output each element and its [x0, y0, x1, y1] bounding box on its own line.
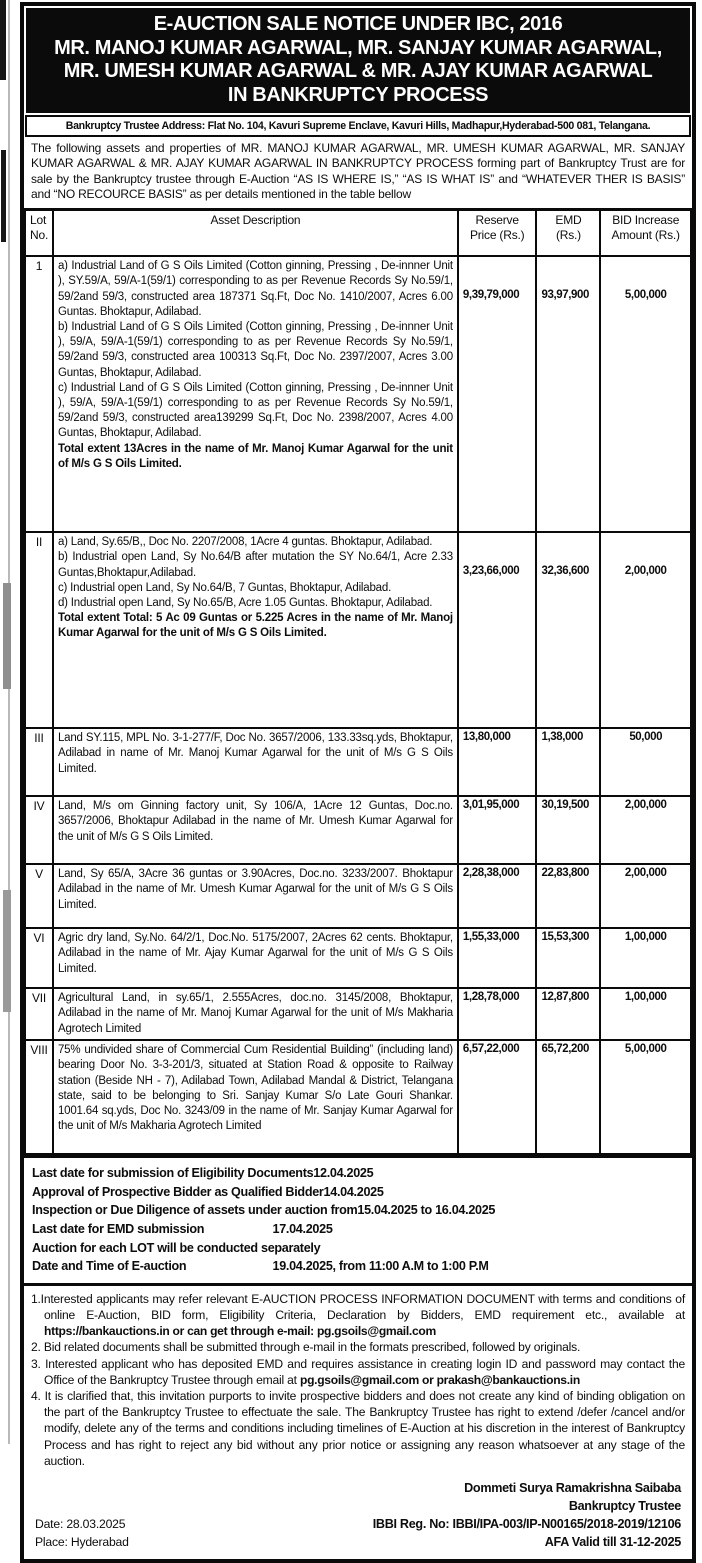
asset-description: 75% undivided share of Commercial Cum Residential Building” (including land) bearing Door No. 3-3-201/3, situated at Station Road & opposite to Railway station (Beside NH - 7), Adilabad Town, Adilabad Mandal & District, Telangana state, said to be belonging to Sri. Sanjay Kumar S/o Late Gouri Shankar. 1001.64 sq.yds, Doc No. 3243/09 in the name of Mr. Sanjay Kumar Agarwal for the unit of M/s Makharia Agrotech Limited	[53, 1040, 458, 1154]
table-row	[25, 928, 691, 988]
asset-item: c) Industrial Land of G S Oils Limited (Cotton ginning, Pressing , De-innner Unit ), 59/A, 59/A-1(59/1) corresponding to as per Revenue Records Sy No.59/1, 59/2and 59/3, constructed area139299 Sq.Ft, Doc No. 2398/2007, Acres 4.00 Guntas, Bhoktapur, Adilabad.	[57, 381, 453, 440]
lot-number: IV	[25, 796, 53, 864]
scan-artifact-black-mid	[1, 150, 6, 242]
scan-artifact-gray-1	[3, 583, 11, 689]
emd-amount: 32,36,600	[536, 532, 600, 728]
reserve-price: 1,28,78,000	[458, 988, 537, 1040]
col-header-bid: BID Increase Amount (Rs.)	[600, 210, 691, 257]
reserve-price: 6,57,22,000	[458, 1040, 537, 1154]
lot-number: VIII	[25, 1040, 53, 1154]
schedule-date: 15.04.2025 to 16.04.2025	[357, 1203, 496, 1218]
emd-amount: 30,19,500	[536, 796, 600, 864]
emd-amount: 15,53,300	[536, 928, 600, 988]
term-item-4: 4. It is clarified that, this invitation purports to invite prospective bidders and does not create any kind of binding obligation on the part of the Bankruptcy Trustee to effectuate the sale. The Bankruptcy Trustee has right to extend /defer /cancel and/or modify, delete any of the terms and conditions including timelines of E-Auction at his discretion in the interest of Bankruptcy Process and has right to reject any bid without any prior notice or assigning any reason whatsoever at any stage of the auction.	[31, 1388, 685, 1468]
schedule-label: Last date for EMD submission	[32, 1221, 205, 1236]
schedule-row	[32, 1239, 682, 1258]
afa-validity: AFA Valid till 31-12-2025	[544, 1534, 681, 1549]
emd-amount: 22,83,800	[536, 864, 600, 928]
asset-total: Total extent 13Acres in the name of Mr. Manoj Kumar Agarwal for the unit of M/s G S Oils Limited.	[57, 442, 453, 470]
notice-title-box	[26, 8, 690, 113]
bid-increase: 2,00,000	[600, 532, 691, 728]
notice-title-line: E-AUCTION SALE NOTICE UNDER IBC, 2016	[153, 13, 563, 35]
asset-description: Land, M/s om Ginning factory unit, Sy 106/A, 1Acre 12 Guntas, Doc.no. 3657/2006, Bhoktapur Adilabad in the name of Mr. Umesh Kumar Agarwal for the unit of M/s G S Oils Limited.	[53, 796, 458, 864]
table-row	[25, 796, 691, 864]
col-header-reserve: Reserve Price (Rs.)	[458, 210, 537, 257]
emd-amount: 12,87,800	[536, 988, 600, 1040]
term-contact-bold: https://bankauctions.in or can get through e-mail: pg.gsoils@gmail.com	[44, 1324, 436, 1339]
notice-title-line: MR. UMESH KUMAR AGARWAL & MR. AJAY KUMAR AGARWAL	[63, 60, 653, 82]
schedule-label: Auction for each LOT will be conducted separately	[32, 1240, 321, 1255]
schedule-date: 14.04.2025	[323, 1184, 384, 1199]
schedule-label: Approval of Prospective Bidder as Qualified Bidder	[32, 1184, 324, 1199]
schedule-date: 19.04.2025, from 11:00 A.M to 1:00 P.M	[272, 1259, 489, 1274]
schedule-row	[32, 1257, 682, 1276]
asset-description	[53, 256, 458, 532]
term-item-3	[31, 1356, 685, 1388]
lot-number: VI	[25, 928, 53, 988]
schedule-date: 12.04.2025	[313, 1166, 374, 1181]
bid-increase: 2,00,000	[600, 864, 691, 928]
emd-amount: 93,97,900	[536, 256, 600, 532]
bid-increase: 1,00,000	[600, 988, 691, 1040]
asset-item: b) Industrial Land of G S Oils Limited (Cotton ginning, Pressing , De-innner Unit ), 59/A, 59/A-1(59/1) corresponding to as per Revenue Records Sy No.59/1, 59/2and 59/3, constructed area 100313 Sq.Ft, Doc No. 2397/2007, Acres 3.00 Guntas, Bhoktapur, Adilabad.	[57, 321, 453, 379]
table-row	[25, 256, 691, 532]
schedule-row	[32, 1201, 682, 1220]
reserve-price: 3,23,66,000	[458, 532, 537, 728]
asset-item: c) Industrial open Land, Sy No.64/B, 7 Guntas, Bhoktapur, Adilabad.	[57, 581, 392, 594]
schedule-section	[24, 1155, 692, 1283]
schedule-date: 17.04.2025	[272, 1221, 333, 1236]
lot-number: V	[25, 864, 53, 928]
emd-amount: 1,38,000	[536, 728, 600, 796]
trustee-registration: IBBI Reg. No: IBBI/IPA-003/IP-N00165/2018-2019/12106	[372, 1516, 681, 1531]
bid-increase: 1,00,000	[600, 928, 691, 988]
schedule-row	[32, 1220, 682, 1239]
table-row	[25, 988, 691, 1040]
asset-item: b) Industrial open Land, Sy No.64/B after mutation the SY No.64/1, Acre 2.33 Guntas,Bhoktapur,Adilabad.	[57, 551, 453, 579]
col-header-lot: Lot No.	[25, 210, 53, 257]
schedule-row	[32, 1183, 682, 1202]
schedule-label: Date and Time of E-auction	[32, 1259, 187, 1274]
asset-description: Land SY.115, MPL No. 3-1-277/F, Doc No. 3657/2006, 133.33sq.yds, Bhoktapur, Adilabad in name of Mr. Manoj Kumar Agarwal for the unit of M/s G S Oils Limited.	[53, 728, 458, 796]
schedule-label: Inspection or Due Diligence of assets under auction from	[32, 1203, 358, 1218]
scan-artifact-black-top	[0, 0, 6, 80]
scan-artifact-line	[8, 0, 10, 1444]
asset-item: a) Land, Sy.65/B,, Doc No. 2207/2008, 1Acre 4 guntas. Bhoktapur, Adilabad.	[57, 536, 433, 549]
reserve-price: 1,55,33,000	[458, 928, 537, 988]
schedule-label: Last date for submission of Eligibility Documents	[32, 1166, 314, 1181]
notice-title-line: IN BANKRUPTCY PROCESS	[227, 83, 489, 106]
term-text: 3. Interested applicant who has deposited EMD and requires assistance in creating login ID and password may contact the Office of the Bankruptcy Trustee through email at	[31, 1356, 685, 1387]
lots-table	[24, 208, 692, 1155]
lot-number: II	[25, 532, 53, 728]
table-row	[25, 728, 691, 796]
bid-increase: 50,000	[600, 728, 691, 796]
table-row	[25, 532, 691, 728]
trustee-name: Dommeti Surya Ramakrishna Saibaba	[464, 1480, 681, 1495]
bid-increase: 2,00,000	[600, 796, 691, 864]
term-contact-bold: pg.gsoils@gmail.com or prakash@bankauctions.in	[299, 1372, 580, 1387]
lot-number: 1	[25, 256, 53, 532]
asset-description: Agricultural Land, in sy.65/1, 2.555Acres, doc.no. 3145/2008, Bhoktapur, Adilabad in the name of Mr. Manoj Kumar Agarwal for the unit of M/s Makharia Agrotech Limited	[53, 988, 458, 1040]
col-header-asset: Asset Description	[53, 210, 458, 257]
table-row	[25, 1040, 691, 1154]
asset-description: Land, Sy 65/A, 3Acre 36 guntas or 3.90Acres, Doc.no. 3233/2007. Bhoktapur Adilabad in the name of Mr. Umesh Kumar Agarwal for the unit of M/s G S Oils Limited.	[53, 864, 458, 928]
trustee-signature-block	[373, 1479, 681, 1551]
lot-number: VII	[25, 988, 53, 1040]
trustee-address-bar: Bankruptcy Trustee Address: Flat No. 104, Kavuri Supreme Enclave, Kavuri Hills, Madhapur,Hyderabad-500 081, Telangana.	[25, 115, 691, 137]
reserve-price: 2,28,38,000	[458, 864, 537, 928]
auction-notice	[20, 2, 696, 1563]
table-header-row	[25, 210, 691, 257]
term-item-2: 2. Bid related documents shall be submitted through e-mail in the formats prescribed, followed by originals.	[31, 1340, 581, 1355]
term-item-1	[31, 1291, 685, 1340]
emd-amount: 65,72,200	[536, 1040, 600, 1154]
trustee-role: Bankruptcy Trustee	[568, 1498, 681, 1513]
reserve-price: 3,01,95,000	[458, 796, 537, 864]
asset-description	[53, 532, 458, 728]
date-place-block	[35, 1515, 129, 1551]
col-header-emd: EMD (Rs.)	[536, 210, 600, 257]
reserve-price: 9,39,79,000	[458, 256, 537, 532]
intro-paragraph: The following assets and properties of MR. MANOJ KUMAR AGARWAL, MR. UMESH KUMAR AGARWAL, MR. SANJAY KUMAR AGARWAL & MR. AJAY KUMAR AGARWAL IN BANKRUPTCY PROCESS forming part of Bankruptcy Trust are for sale by the Bankruptcy trustee through E-Auction “AS IS WHERE IS,” “AS IS WHAT IS” and “WHATEVER THER IS BASIS” and “NO RECOURCE BASIS” as per details mentioned in the table bellow	[31, 141, 685, 201]
notice-title-line: MR. MANOJ KUMAR AGARWAL, MR. SANJAY KUMAR AGARWAL,	[54, 36, 662, 59]
lot-number: III	[25, 728, 53, 796]
bid-increase: 5,00,000	[600, 1040, 691, 1154]
asset-item: d) Industrial open Land, Sy No.65/B, Acre 1.05 Guntas. Bhoktapur, Adilabad.	[57, 597, 433, 609]
reserve-price: 13,80,000	[458, 728, 537, 796]
bid-increase: 5,00,000	[600, 256, 691, 532]
asset-description: Agric dry land, Sy.No. 64/2/1, Doc.No. 5175/2007, 2Acres 62 cents. Bhoktapur, Adilabad in the name of Mr. Ajay Kumar Agarwal for the unit of M/s G S Oils Limited.	[53, 928, 458, 988]
terms-section	[24, 1283, 692, 1559]
scan-artifact-gray-2	[3, 890, 11, 1012]
table-row	[25, 864, 691, 928]
term-text: 1.Interested applicants may refer relevant E-AUCTION PROCESS INFORMATION DOCUMENT with terms and conditions of online E-Auction, BID form, Eligibility Criteria, Declaration by Bidders, EMD requirement etc., available at	[31, 1291, 685, 1322]
asset-total: Total extent Total: 5 Ac 09 Guntas or 5.225 Acres in the name of Mr. Manoj Kumar Agarwal for the unit of M/s G S Oils Limited.	[57, 612, 453, 640]
notice-place: Place: Hyderabad	[35, 1534, 129, 1549]
asset-item: a) Industrial Land of G S Oils Limited (Cotton ginning, Pressing , De-innner Unit ), SY.59/A, 59/A-1(59/1) corresponding to as per Revenue Records Sy No.59/1, 59/2and 59/3, constructed area 187371 Sq.Ft, Doc No. 1410/2007, Acres 6.00 Guntas. Bhoktapur, Adilabad.	[57, 260, 453, 318]
schedule-row	[32, 1164, 682, 1183]
signature-area	[31, 1469, 685, 1553]
notice-date: Date: 28.03.2025	[35, 1516, 126, 1531]
